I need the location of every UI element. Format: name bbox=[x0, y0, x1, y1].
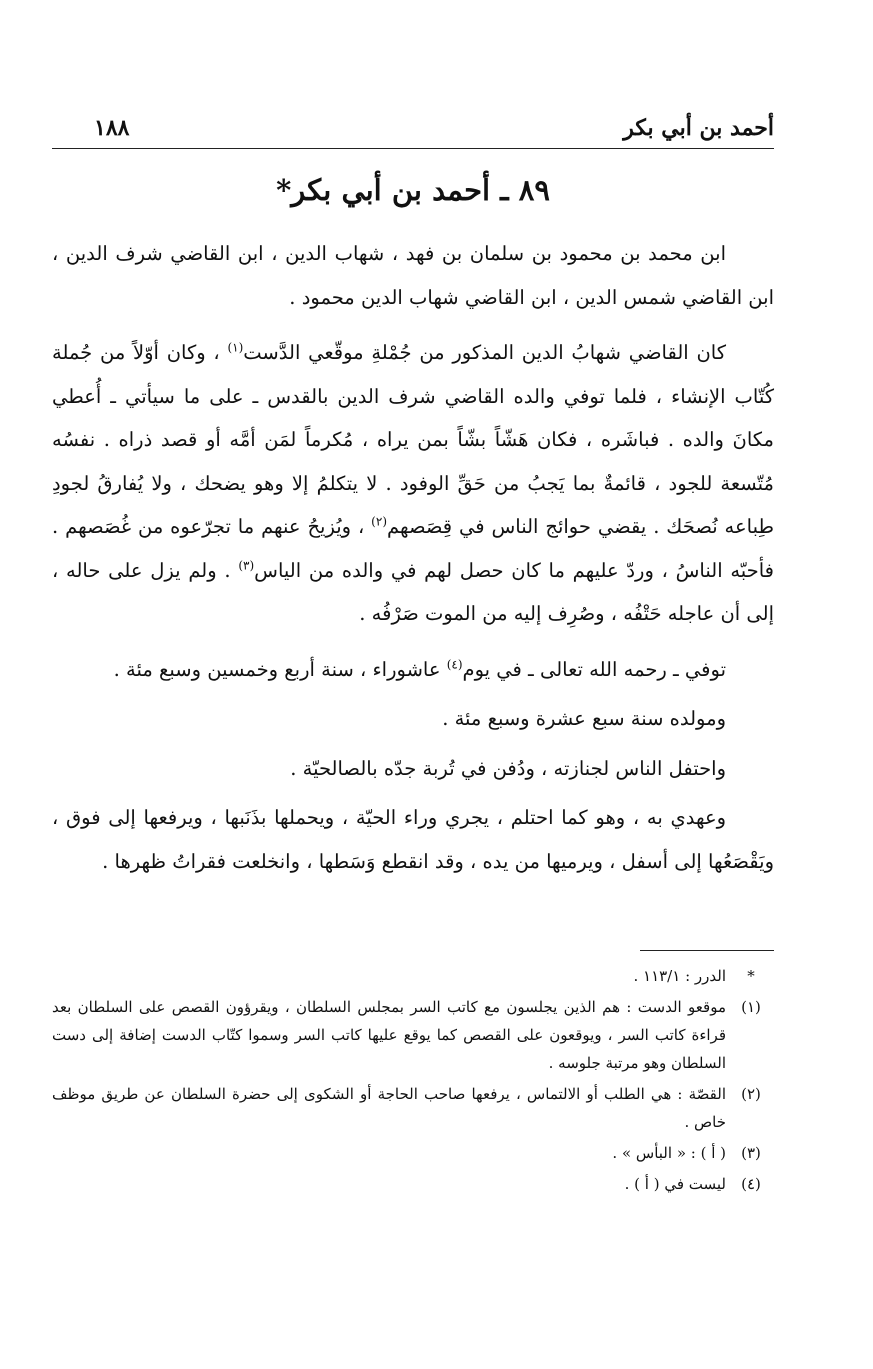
footnote-ref-1[interactable]: (١) bbox=[227, 340, 244, 355]
footnote-2 bbox=[52, 1080, 774, 1136]
paragraph-death bbox=[52, 648, 774, 692]
footnote-mark: (٣) bbox=[741, 1144, 761, 1162]
footnote-text: القصّة : هي الطلب أو الالتماس ، يرفعها صاحب الحاجة أو الشكوى إلى حضرة السلطان عن طريق موظف خاص . bbox=[52, 1085, 726, 1131]
paragraph-biography-part-2: ، وكان أوّلاً من جُملة كُتّاب الإنشاء ، فلما توفي والده القاضي شرف الدين بالقدس ـ على ما سيأتي ـ أُعطي مكانَ والده . فباشَره ، فكان هَشّاً بشّاً بمن يراه ، مُكرماً لمَن أمَّه أو قصد ذراه . نفسُه مُتّسعة للجود ، قائمةٌ بما يَجبُ من حَقِّ الوفود . لا يتكلمُ إلا وهو يضحك ، ولا يُفارقُ لجودِ طِباعه نُصحَك . يقضي حوائج الناس في قِصَصهم bbox=[52, 341, 774, 538]
paragraph-death-part-2: عاشوراء ، سنة أربع وخمسين وسبع مئة . bbox=[113, 657, 447, 681]
footnotes bbox=[52, 962, 774, 1201]
footnote-text: الدرر : ١١٣/١ . bbox=[633, 967, 726, 985]
footnote-text: ليست في ( أ ) . bbox=[624, 1175, 726, 1193]
paragraph-death-part-1: توفي ـ رحمه الله تعالى ـ في يوم bbox=[462, 657, 726, 681]
footnote-ref-2[interactable]: (٢) bbox=[371, 514, 387, 529]
footnote-mark: (٤) bbox=[741, 1175, 761, 1193]
entry-heading: ٨٩ ـ أحمد بن أبي بكر* bbox=[276, 173, 550, 207]
footnote-text: موقعو الدست : هم الذين يجلسون مع كاتب السر بمجلس السلطان ، ويقرؤون القصص على السلطان بعد قراءة كاتب السر ، ويوقعون على القصص كما يوقع عليها كاتب السر وسموا كتّاب الدست إضافة إلى دست السلطان وهو مرتبة جلوسه . bbox=[52, 998, 726, 1072]
footnote-mark: * bbox=[747, 967, 755, 985]
running-header bbox=[52, 112, 774, 149]
footnote-divider bbox=[640, 950, 774, 951]
paragraph-biography-part-3: ، ويُزيحُ عنهم ما تجرّعوه من غُصَصهم . فأحبّه الناسُ ، وردّ عليهم ما كان حصل لهم في والده من الياس bbox=[52, 515, 775, 582]
footnote-ref-3[interactable]: (٣) bbox=[238, 558, 255, 572]
paragraph-biography-part-1: كان القاضي شهابُ الدين المذكور من جُمْلةِ موقّعي الدَّست bbox=[243, 341, 726, 364]
footnote-4 bbox=[52, 1170, 774, 1198]
main-text bbox=[52, 232, 774, 895]
paragraph-birth: ومولده سنة سبع عشرة وسبع مئة . bbox=[442, 707, 726, 730]
footnote-source bbox=[52, 962, 774, 990]
paragraph-biography bbox=[52, 331, 774, 636]
footnote-ref-4[interactable]: (٤) bbox=[446, 657, 463, 671]
footnote-mark: (١) bbox=[741, 998, 761, 1016]
footnote-text: ( أ ) : « البأس » . bbox=[612, 1144, 726, 1162]
footnote-1 bbox=[52, 993, 774, 1077]
page-number: ١٨٨ bbox=[94, 115, 130, 141]
footnote-3 bbox=[52, 1139, 774, 1167]
paragraph-anecdote: وعهدي به ، وهو كما احتلم ، يجري وراء الحيّة ، ويحملها بذَنَبها ، ويرفعها إلى فوق ، ويَقْصَعُها إلى أسفل ، ويرميها من يده ، وقد انقطع وَسَطها ، وانخلعت فقراتُ ظهرها . bbox=[52, 806, 774, 873]
paragraph-biography-part-4: . ولم يزل على حاله ، إلى أن عاجله حَتْفُه ، وصُرِف إليه من الموت صَرْفُه . bbox=[52, 558, 774, 625]
paragraph-burial: واحتفل الناس لجنازته ، ودُفن في تُربة جدّه بالصالحيّة . bbox=[290, 756, 726, 780]
paragraph-lineage: ابن محمد بن محمود بن سلمان بن فهد ، شهاب الدين ، ابن القاضي شرف الدين ، ابن القاضي شمس الدين ، ابن القاضي شهاب الدين محمود . bbox=[52, 242, 774, 309]
footnote-mark: (٢) bbox=[741, 1085, 761, 1103]
running-title: أحمد بن أبي بكر bbox=[623, 115, 774, 141]
